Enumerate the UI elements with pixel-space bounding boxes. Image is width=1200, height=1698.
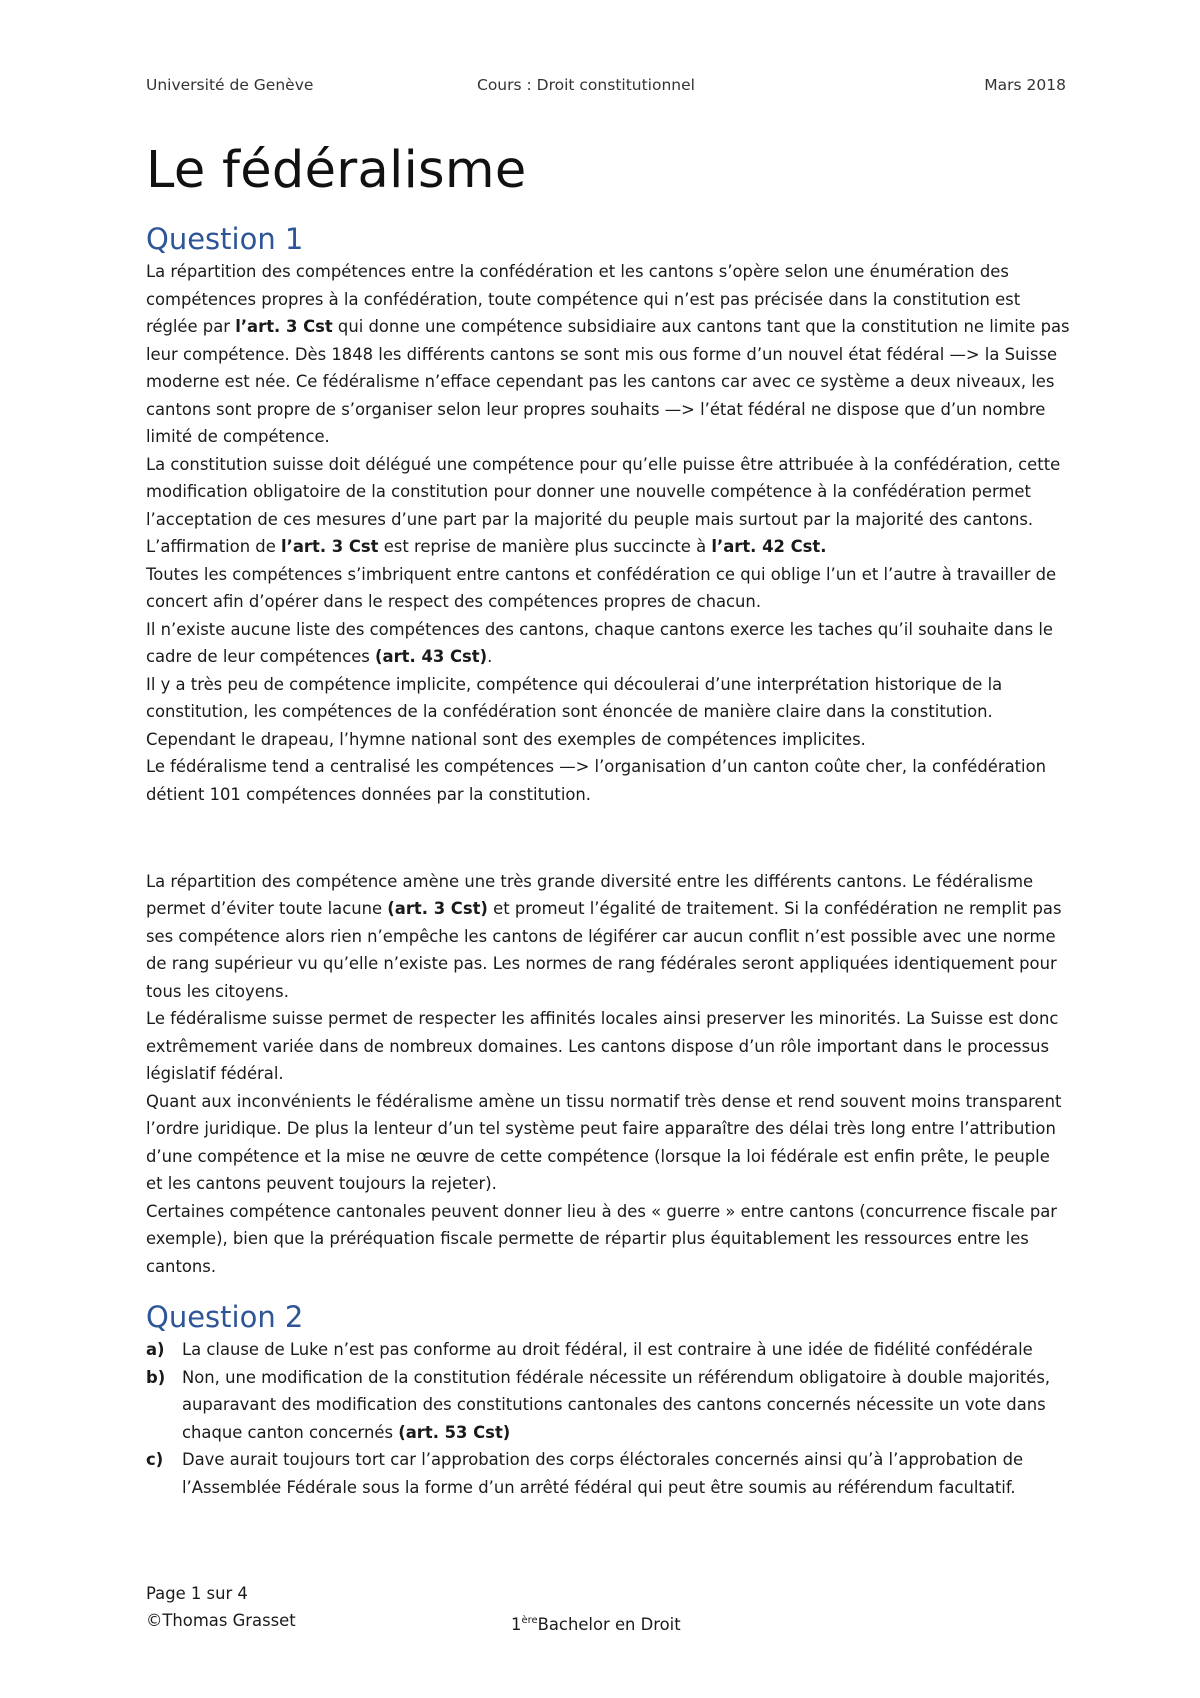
article-reference: (art. 3 Cst) xyxy=(387,899,488,918)
footer-degree xyxy=(511,1607,681,1638)
article-reference: (art. 43 Cst) xyxy=(375,647,488,666)
footer-degree-number: 1 xyxy=(511,1615,522,1634)
paragraph xyxy=(146,451,1071,534)
question-2-answers xyxy=(146,1336,1071,1501)
paragraph xyxy=(146,561,1071,616)
paragraph xyxy=(146,1198,1071,1281)
text-run: Quant aux inconvénients le fédéralisme amène un tissu normatif très dense et rend souvent moins transparent l’ordre juridique. De plus la lenteur d’un tel système peut faire apparaître des délai très long entre l’attribution d’une compétence et la mise ne œuvre de cette compétence (lorsque la loi fédérale est enfin prête, le peuple et les cantons peuvent toujours la rejeter). xyxy=(146,1091,1062,1193)
header-date: Mars 2018 xyxy=(984,76,1066,94)
question-2-heading: Question 2 xyxy=(146,1300,304,1334)
article-reference: l’art. 3 Cst xyxy=(235,317,333,336)
footer-page-number: Page 1 sur 4 xyxy=(146,1584,248,1603)
paragraph xyxy=(146,533,1071,561)
text-run: Dave aurait toujours tort car l’approbation des corps éléctorales concernés ainsi qu’à l’approbation de l’Assemblée Fédérale sous la forme d’un arrêté fédéral qui peut être soumis au référendum facultatif. xyxy=(182,1450,1024,1497)
article-reference: l’art. 42 Cst. xyxy=(711,537,827,556)
text-run: qui donne une compétence subsidiaire aux cantons tant que la constitution ne limite pas leur compétence. Dès 1848 les différents cantons se sont mis ous forme d’un nouvel état fédéral —> la Suisse moderne est née. Ce fédéralisme n’efface cependant pas les cantons car avec ce système a deux niveaux, les cantons sont propre de s’organiser selon leur propres souhaits —> l’état fédéral ne dispose que d’un nombre limité de compétence. xyxy=(146,317,1070,446)
text-run: Il y a très peu de compétence implicite, compétence qui découlerai d’une interprétation historique de la constitution, les compétences de la confédération sont énoncée de manière claire dans la constitution. Cependant le drapeau, l’hymne national sont des exemples de compétences implicites. xyxy=(146,674,1003,749)
answer-marker: b) xyxy=(146,1367,166,1387)
footer-degree-label: Bachelor en Droit xyxy=(537,1615,681,1634)
paragraph xyxy=(146,671,1071,754)
document-body xyxy=(146,136,1071,1501)
paragraph xyxy=(146,753,1071,808)
footer-author: ©Thomas Grasset xyxy=(146,1611,296,1630)
footer-degree-superscript: ère xyxy=(521,1615,538,1626)
answer-item xyxy=(146,1336,1071,1364)
page-footer xyxy=(146,1580,1066,1634)
article-reference: (art. 53 Cst) xyxy=(398,1422,511,1442)
text-run: Il n’existe aucune liste des compétences des cantons, chaque cantons exerce les taches qu’il souhaite dans le cadre de leur compétences xyxy=(146,619,1053,666)
text-run: Toutes les compétences s’imbriquent entre cantons et confédération ce qui oblige l’un et l’autre à travailler de concert afin d’opérer dans le respect des compétences propres de chacun. xyxy=(146,564,1057,611)
text-run: La répartition des compétences entre la confédération et les cantons s’opère selon une énumération des compétences propres à la confédération, toute compétence qui n’est pas précisée dans la constitution est réglée par xyxy=(146,262,1021,336)
paragraph xyxy=(146,1005,1071,1088)
document-title: Le fédéralisme xyxy=(146,141,527,200)
text-run: L’affirmation de xyxy=(146,537,281,556)
text-run: La répartition des compétence amène une très grande diversité entre les différents cantons. Le fédéralisme permet d’éviter toute lacune xyxy=(146,871,1034,918)
question-1-body xyxy=(146,258,1071,1280)
text-run: Certaines compétence cantonales peuvent donner lieu à des « guerre » entre cantons (concurrence fiscale par exemple), bien que la préréquation fiscale permette de répartir plus équitablement les ressources entre les cantons. xyxy=(146,1201,1058,1276)
text-run: Non, une modification de la constitution fédérale nécessite un référendum obligatoire à double majorités, auparavant des modification des constitutions cantonales des cantons concernés nécessite un vote dans chaque canton concernés xyxy=(182,1367,1051,1442)
paragraph xyxy=(146,868,1071,1006)
paragraph xyxy=(146,616,1071,671)
answer-marker: c) xyxy=(146,1450,164,1469)
paragraph xyxy=(146,258,1071,451)
header-course: Cours : Droit constitutionnel xyxy=(477,76,695,94)
text-run: Le fédéralisme suisse permet de respecter les affinités locales ainsi preserver les minorités. La Suisse est donc extrêmement variée dans de nombreux domaines. Les cantons dispose d’un rôle important dans le processus législatif fédéral. xyxy=(146,1009,1059,1083)
text-run: et promeut l’égalité de traitement. Si la confédération ne remplit pas ses compétence alors rien n’empêche les cantons de légiférer car aucun conflit n’est possible avec une norme de rang supérieur vu qu’elle n’existe pas. Les normes de rang fédérales seront appliquées identiquement pour tous les citoyens. xyxy=(146,899,1062,1001)
answer-marker: a) xyxy=(146,1340,165,1359)
header-university: Université de Genève xyxy=(146,76,314,94)
text-run: est reprise de manière plus succincte à xyxy=(378,537,712,556)
answer-item xyxy=(146,1364,1071,1447)
text-run: . xyxy=(487,647,493,666)
article-reference: l’art. 3 Cst xyxy=(281,537,379,556)
paragraph xyxy=(146,1088,1071,1198)
text-run: La constitution suisse doit délégué une compétence pour qu’elle puisse être attribuée à la confédération, cette modification obligatoire de la constitution pour donner une nouvelle compétence à la confédération permet l’acceptation de ces mesures d’une part par la majorité du peuple mais surtout par la majorité des cantons. xyxy=(146,454,1061,529)
page-header xyxy=(146,76,1066,102)
text-run: Le fédéralisme tend a centralisé les compétences —> l’organisation d’un canton coûte cher, la confédération détient 101 compétences données par la constitution. xyxy=(146,757,1047,804)
question-1-heading: Question 1 xyxy=(146,222,304,256)
paragraph-spacer xyxy=(146,824,1071,852)
answer-item xyxy=(146,1446,1071,1501)
text-run: La clause de Luke n’est pas conforme au droit fédéral, il est contraire à une idée de fidélité confédérale xyxy=(182,1340,1033,1359)
